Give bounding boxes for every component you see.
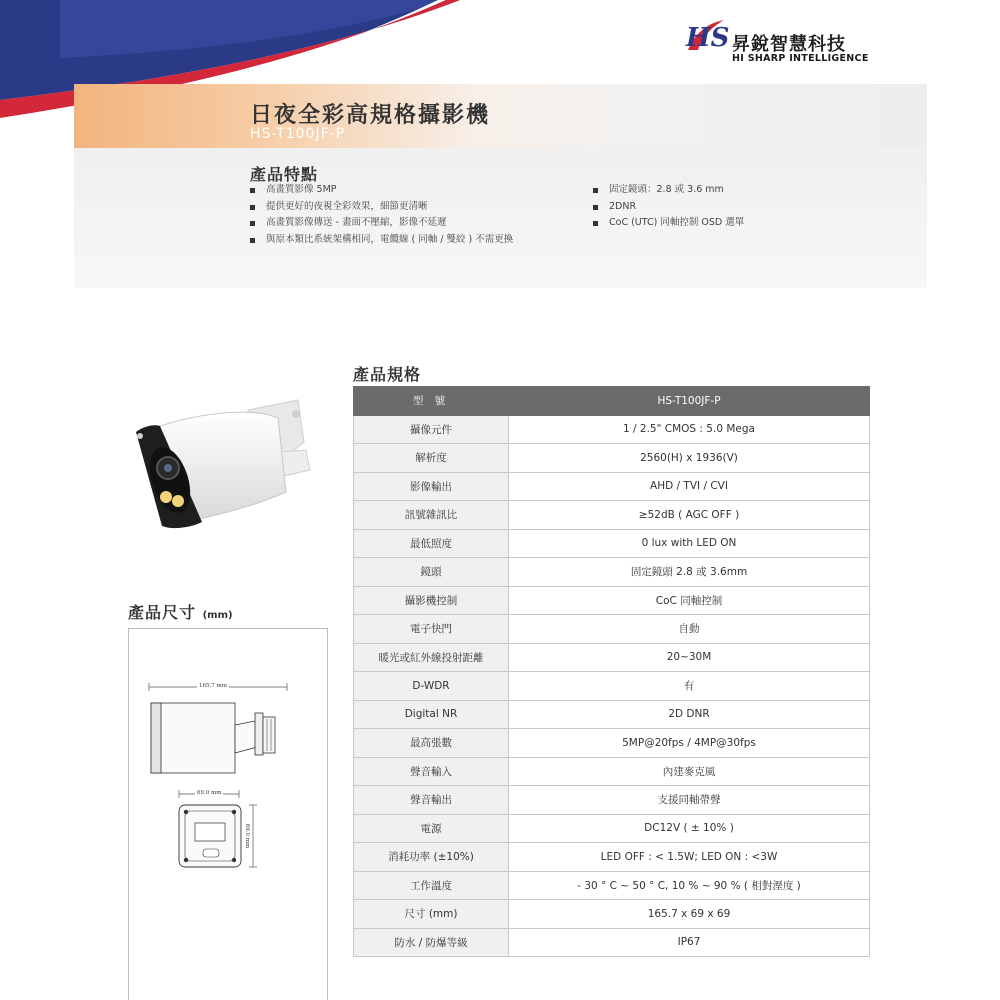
spec-key: 電子快門 (354, 615, 509, 644)
dimensions-heading (128, 600, 233, 623)
spec-table (353, 386, 870, 957)
feature-item: CoC (UTC) 同軸控制 OSD 選單 (591, 215, 744, 232)
spec-key: 影像輸出 (354, 472, 509, 501)
spec-key: 解析度 (354, 444, 509, 473)
table-row (354, 643, 870, 672)
spec-value: 自動 (509, 615, 870, 644)
table-row (354, 843, 870, 872)
feature-item: 與原本類比系統架構相同，電纜線 ( 同軸 / 雙絞 ) 不需更換 (248, 232, 513, 249)
spec-value: 有 (509, 672, 870, 701)
table-row (354, 672, 870, 701)
spec-key: D-WDR (354, 672, 509, 701)
table-row (354, 615, 870, 644)
spec-key: Digital NR (354, 700, 509, 729)
spec-value: 支援同軸帶聲 (509, 786, 870, 815)
table-row (354, 529, 870, 558)
spec-value: 165.7 x 69 x 69 (509, 900, 870, 929)
spec-key: 攝影機控制 (354, 586, 509, 615)
spec-table-header-row (354, 387, 870, 416)
table-row (354, 900, 870, 929)
features-list-right (591, 182, 744, 232)
spec-value: 1 / 2.5" CMOS : 5.0 Mega (509, 415, 870, 444)
features-list-left (248, 182, 513, 248)
table-row (354, 558, 870, 587)
table-row (354, 700, 870, 729)
feature-item: 2DNR (591, 199, 744, 216)
spec-key: 攝像元件 (354, 415, 509, 444)
brand-name-cn: 昇銳智慧科技 (732, 34, 846, 55)
spec-value: 0 lux with LED ON (509, 529, 870, 558)
logo-mark-text: HS (686, 23, 730, 53)
spec-key: 最高張數 (354, 729, 509, 758)
table-row (354, 501, 870, 530)
specs-heading: 產品規格 (353, 365, 422, 384)
spec-value: 2560(H) x 1936(V) (509, 444, 870, 473)
spec-value: LED OFF : < 1.5W; LED ON : <3W (509, 843, 870, 872)
spec-value: CoC 同軸控制 (509, 586, 870, 615)
feature-item: 固定鏡頭：2.8 或 3.6 mm (591, 182, 744, 199)
table-row (354, 814, 870, 843)
spec-value: 內建麥克風 (509, 757, 870, 786)
features-heading: 產品特點 (250, 165, 319, 184)
spec-key: 鏡頭 (354, 558, 509, 587)
spec-header-key: 型 號 (354, 387, 509, 416)
height-dimension-label: 69.0 mm (244, 823, 251, 849)
product-hero-panel (74, 84, 927, 288)
table-row (354, 586, 870, 615)
spec-key: 暖光或紅外線投射距離 (354, 643, 509, 672)
spec-value: IP67 (509, 928, 870, 957)
table-row (354, 472, 870, 501)
hero-orange-band (74, 84, 927, 148)
spec-key: 聲音輸出 (354, 786, 509, 815)
product-model: HS-T100JF-P (250, 126, 346, 142)
spec-key: 訊號雜訊比 (354, 501, 509, 530)
dimensions-heading-text: 產品尺寸 (128, 603, 197, 622)
length-dimension-label: 165.7 mm (199, 683, 227, 689)
table-row (354, 757, 870, 786)
spec-value: - 30 ° C ~ 50 ° C, 10 % ~ 90 % ( 相對溼度 ) (509, 871, 870, 900)
feature-item: 高畫質影像 5MP (248, 182, 513, 199)
spec-header-value: HS-T100JF-P (509, 387, 870, 416)
spec-key: 最低照度 (354, 529, 509, 558)
spec-value: 5MP@20fps / 4MP@30fps (509, 729, 870, 758)
spec-key: 工作溫度 (354, 871, 509, 900)
spec-key: 電源 (354, 814, 509, 843)
spec-key: 尺寸 (mm) (354, 900, 509, 929)
brand-logo (676, 12, 876, 64)
feature-item: 提供更好的夜視全彩效果，細節更清晰 (248, 199, 513, 216)
table-row (354, 928, 870, 957)
spec-key: 消耗功率 (±10%) (354, 843, 509, 872)
bullet-camera-image (130, 392, 340, 532)
spec-key: 聲音輸入 (354, 757, 509, 786)
product-title: 日夜全彩高規格攝影機 (250, 103, 491, 128)
spec-value: ≥52dB ( AGC OFF ) (509, 501, 870, 530)
spec-value: 固定鏡頭 2.8 或 3.6mm (509, 558, 870, 587)
spec-value: DC12V ( ± 10% ) (509, 814, 870, 843)
table-row (354, 871, 870, 900)
table-row (354, 729, 870, 758)
spec-value: 2D DNR (509, 700, 870, 729)
spec-value: 20~30M (509, 643, 870, 672)
brand-name-en: HI SHARP INTELLIGENCE (732, 53, 869, 64)
side-view-drawing (129, 629, 329, 1000)
dimensions-unit: (mm) (202, 610, 233, 621)
dimension-drawing-frame (128, 628, 328, 1000)
spec-key: 防水 / 防爆等級 (354, 928, 509, 957)
hs-logo-icon (680, 16, 732, 56)
width-dimension-label: 69.0 mm (197, 790, 222, 796)
table-row (354, 444, 870, 473)
feature-item: 高畫質影像傳送 - 畫面不壓縮，影像不延遲 (248, 215, 513, 232)
table-row (354, 415, 870, 444)
table-row (354, 786, 870, 815)
spec-value: AHD / TVI / CVI (509, 472, 870, 501)
